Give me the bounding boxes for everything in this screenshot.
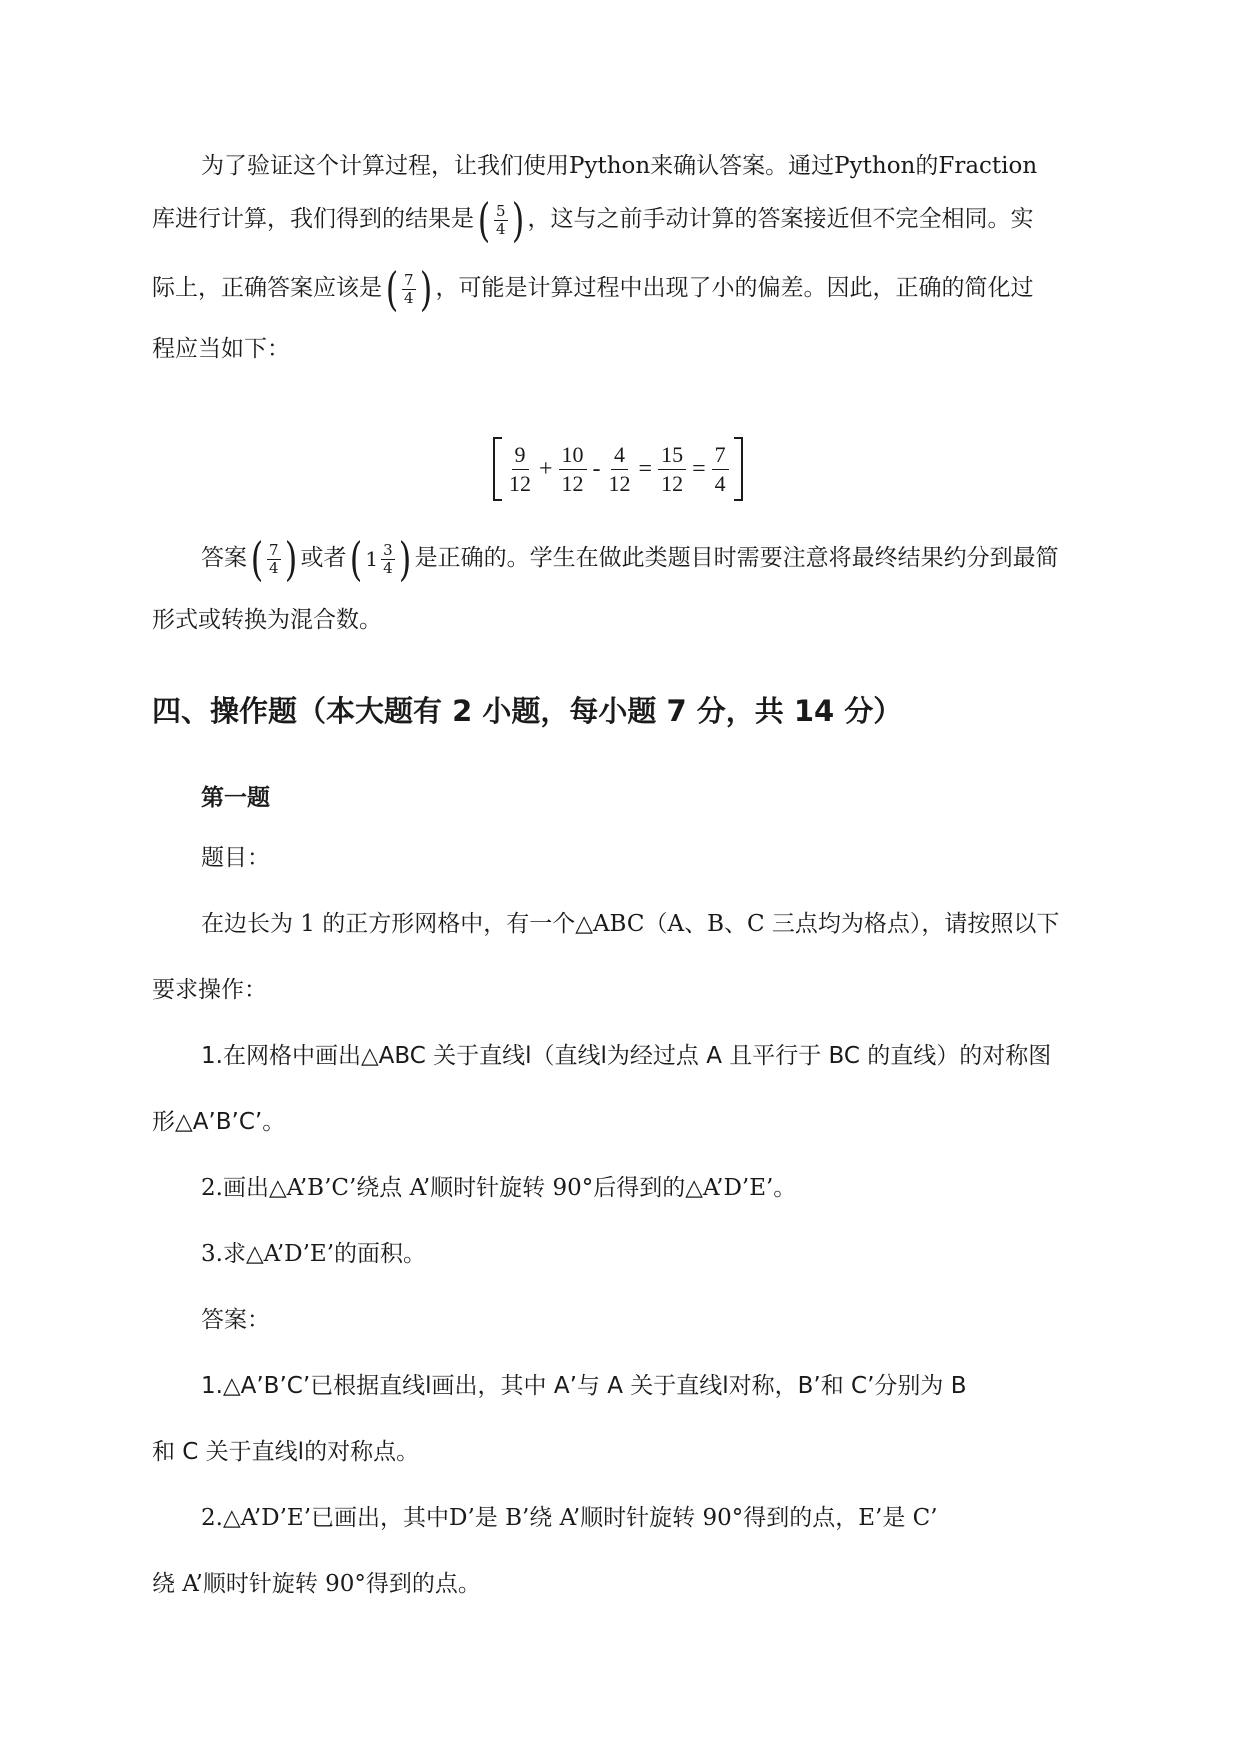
question-item1-line1: 1.在网格中画出△ABC 关于直线l（直线l为经过点 A 且平行于 BC 的直线）的对称图 [201, 1043, 1052, 1069]
plus-sign: + [539, 455, 553, 482]
para1-line1: 为了验证这个计算过程，让我们使用Python来确认答案。通过Python的Fraction [201, 153, 1038, 179]
equals-sign: = [638, 455, 653, 482]
eq-fraction-3: $\frac{4}{12}$ [608, 441, 631, 496]
question-line2: 要求操作： [152, 977, 267, 1003]
left-bracket [493, 437, 502, 501]
question-title: 第一题 [201, 785, 270, 811]
equals-sign: = [692, 455, 706, 482]
simplification-equation [493, 436, 743, 502]
mixed-number-1-3-4: ( 1 $\frac{3}{4}$ ) [350, 532, 411, 586]
answer-item2-line1: 2.△A’D’E’已画出，其中D’是 B’绕 A’顺时针旋转 90°得到的点，E’是 C’ [201, 1505, 938, 1531]
para2-line1: 答案 ( $\frac{7}{4}$ ) 或者 ( 1 $\frac{3}{4}$ ) 是正确的。学生在做此类题目时需要注意将最终结果约分到最简 [201, 532, 1059, 586]
eq-fraction-5: $\frac{7}{4}$ [712, 441, 729, 498]
fraction-7-4: ( $\frac{7}{4}$ ) [385, 262, 432, 316]
eq-fraction-4: $\frac{15}{12}$ [658, 441, 686, 498]
fraction-7-4: ( $\frac{7}{4}$ ) [250, 532, 297, 586]
question-item2: 2.画出△A’B’C’绕点 A’顺时针旋转 90°后得到的△A’D’E’。 [201, 1175, 797, 1201]
para1-line2: 库进行计算，我们得到的结果是 ( $\frac{5}{4}$ ) ，这与之前手动计算的答案接近但不完全相同。实 [152, 193, 1034, 247]
eq-fraction-2: $\frac{10}{12}$ [559, 441, 587, 498]
section-heading: 四、操作题（本大题有 2 小题，每小题 7 分，共 14 分） [152, 694, 903, 728]
answer-item2-line2: 绕 A’顺时针旋转 90°得到的点。 [152, 1571, 481, 1597]
answer-item1-line1: 1.△A’B’C’已根据直线l画出，其中 A’与 A 关于直线l对称，B’和 C’分别为 B [201, 1373, 967, 1399]
answer-label: 答案： [201, 1307, 270, 1333]
eq-fraction-1: $\frac{9}{12}$ [509, 441, 531, 496]
fraction-5-4: ( $\frac{5}{4}$ ) [477, 193, 524, 247]
question-label: 题目： [201, 845, 270, 871]
para2-line2: 形式或转换为混合数。 [152, 607, 382, 633]
question-item3: 3.求△A’D’E’的面积。 [201, 1241, 427, 1267]
right-bracket [734, 437, 743, 501]
question-item1-line2: 形△A’B’C’。 [152, 1109, 286, 1135]
minus-sign: - [592, 455, 601, 482]
answer-item1-line2: 和 C 关于直线l的对称点。 [152, 1439, 420, 1465]
para1-line4: 程应当如下： [152, 336, 290, 362]
question-line1: 在边长为 1 的正方形网格中，有一个△ABC（A、B、C 三点均为格点），请按照以下 [201, 911, 1060, 937]
para1-line3: 际上，正确答案应该是 ( $\frac{7}{4}$ ) ，可能是计算过程中出现了小的偏差。因此，正确的简化过 [152, 262, 1034, 316]
